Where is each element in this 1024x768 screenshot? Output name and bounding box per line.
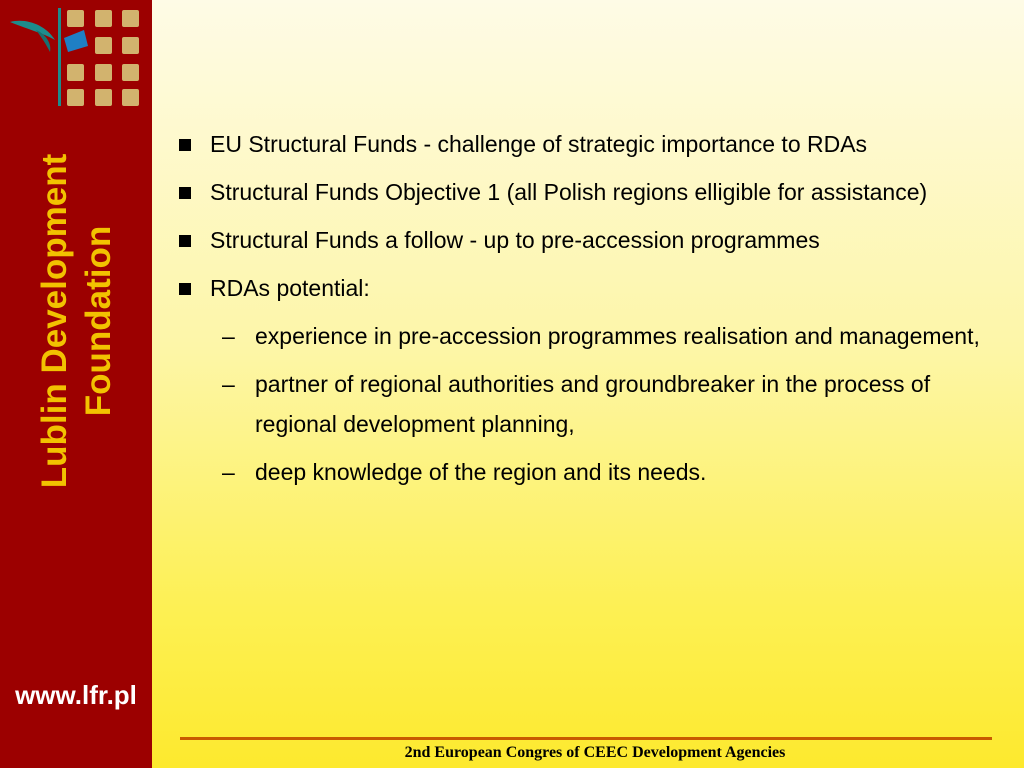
sub-bullet-text: partner of regional authorities and groundbreaker in the process of regional development planning, [255, 371, 931, 437]
bullet-text: Structural Funds a follow - up to pre-accession programmes [210, 227, 820, 253]
sub-bullet-item [174, 452, 994, 492]
slide-content [174, 124, 994, 500]
organization-name-line1: Lublin Development [35, 153, 74, 488]
bullet-item [174, 172, 994, 212]
bullet-item [174, 268, 994, 308]
square-bullet-icon [179, 283, 191, 295]
sidebar [0, 0, 152, 768]
square-bullet-icon [179, 139, 191, 151]
bullet-text: Structural Funds Objective 1 (all Polish regions elligible for assistance) [210, 179, 928, 205]
dash-marker: – [222, 459, 235, 485]
footer-text: 2nd European Congres of CEEC Development Agencies [404, 744, 786, 761]
footer-divider [180, 737, 992, 740]
lfr-logo-icon [0, 0, 152, 115]
bullet-text: RDAs potential: [210, 275, 370, 301]
bullet-item [174, 124, 994, 164]
bullet-item [174, 220, 994, 260]
organization-name [2, 128, 152, 513]
sub-bullet-item [174, 316, 994, 356]
bullet-text: EU Structural Funds - challenge of strategic importance to RDAs [210, 131, 868, 157]
square-bullet-icon [179, 235, 191, 247]
sub-bullet-text: experience in pre-accession programmes realisation and management, [255, 323, 980, 349]
sub-bullet-item [174, 364, 994, 444]
sub-bullet-text: deep knowledge of the region and its needs. [255, 459, 707, 485]
square-bullet-icon [179, 187, 191, 199]
dash-marker: – [222, 371, 235, 397]
website-link[interactable]: www.lfr.pl [15, 680, 137, 710]
organization-name-line2: Foundation [79, 225, 118, 416]
dash-marker: – [222, 323, 235, 349]
